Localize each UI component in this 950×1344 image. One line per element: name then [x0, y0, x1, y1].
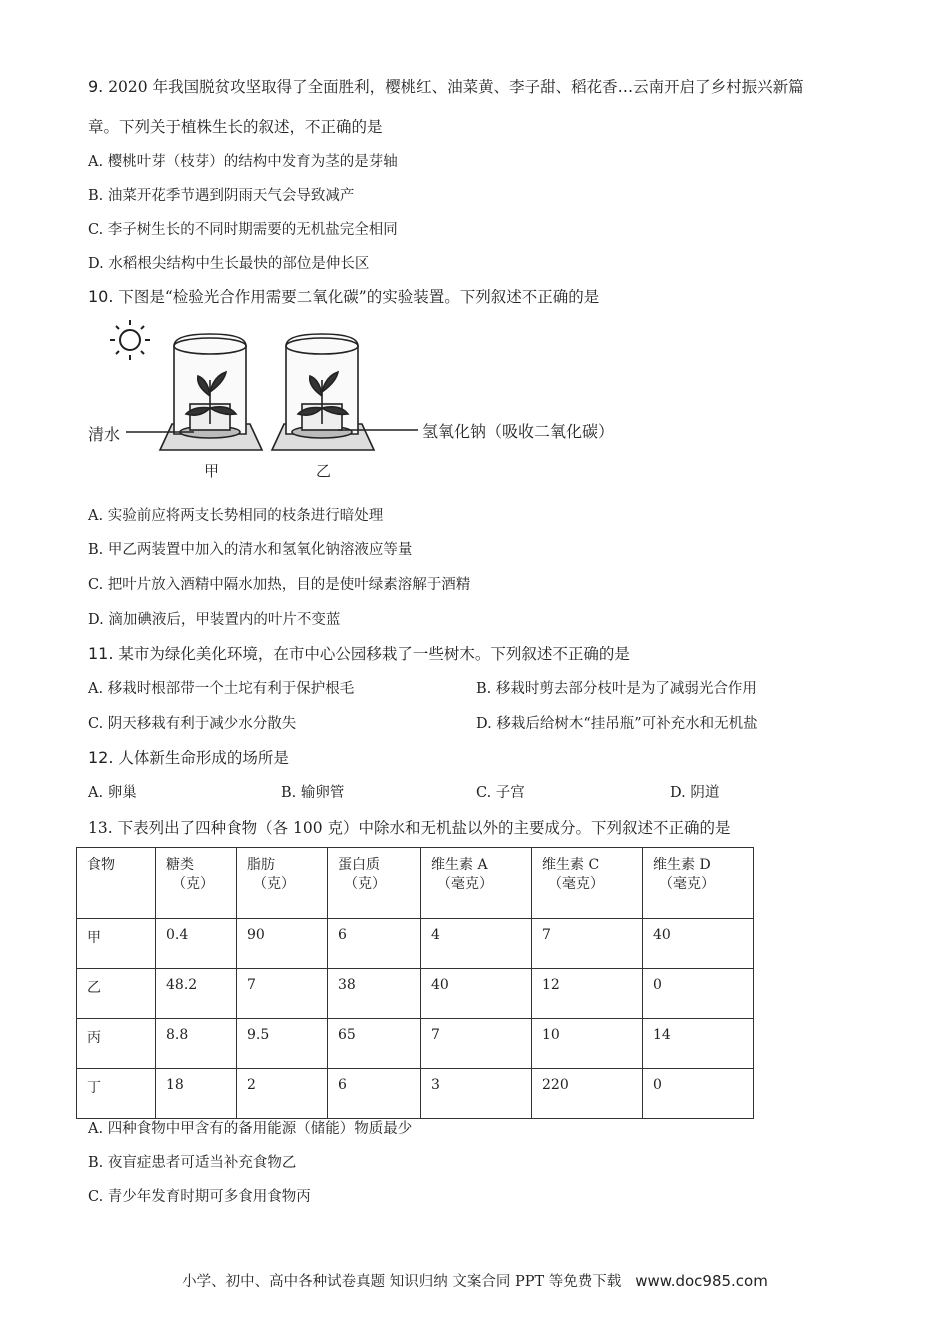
- table-row: [77, 919, 754, 969]
- table-cell: 40: [643, 919, 754, 969]
- header-protein: 蛋白质 （克）: [328, 848, 421, 919]
- q10-stem: [88, 287, 599, 307]
- food-composition-table: [76, 847, 754, 1119]
- q12-stem: [88, 748, 289, 768]
- table-row: [77, 1069, 754, 1119]
- q12-option-a: A. 卵巢: [88, 785, 137, 801]
- table-cell: 65: [328, 1019, 421, 1069]
- header-vitamin-a: 维生素 A （毫克）: [421, 848, 532, 919]
- label-jia: 甲: [204, 462, 220, 480]
- q10-text: 下图是“检验光合作用需要二氧化碳”的实验装置。下列叙述不正确的是: [113, 288, 600, 306]
- table-cell: 6: [328, 919, 421, 969]
- q10-option-b: B. 甲乙两装置中加入的清水和氢氧化钠溶液应等量: [88, 542, 413, 558]
- footer-link[interactable]: www.doc985.com: [635, 1272, 768, 1290]
- q11-stem: [88, 644, 630, 664]
- page-footer: [0, 1270, 950, 1291]
- header-food: 食物: [77, 848, 156, 919]
- q10-option-a: A. 实验前应将两支长势相同的枝条进行暗处理: [88, 508, 384, 524]
- header-vitamin-d: 维生素 D （毫克）: [643, 848, 754, 919]
- q11-option-d: D. 移栽后给树木“挂吊瓶”可补充水和无机盐: [476, 716, 758, 732]
- q9-stem-line2: 章。下列关于植株生长的叙述，不正确的是: [88, 118, 383, 136]
- q9-text-line1: 2020 年我国脱贫攻坚取得了全面胜利，樱桃红、油菜黄、李子甜、稻花香…云南开启了乡村振兴新篇: [103, 78, 804, 96]
- table-cell: 10: [532, 1019, 643, 1069]
- table-header-row: [77, 848, 754, 919]
- header-vitamin-c: 维生素 C （毫克）: [532, 848, 643, 919]
- q12-option-d: D. 阴道: [670, 785, 720, 801]
- sun-icon: [110, 320, 150, 360]
- table-cell: 乙: [77, 969, 156, 1019]
- table-cell: 8.8: [156, 1019, 237, 1069]
- q11-text: 某市为绿化美化环境，在市中心公园移栽了一些树木。下列叙述不正确的是: [113, 645, 630, 663]
- apparatus-yi: [272, 334, 374, 450]
- q13-option-c: C. 青少年发育时期可多食用食物丙: [88, 1189, 311, 1205]
- header-sugar: 糖类 （克）: [156, 848, 237, 919]
- table-cell: 18: [156, 1069, 237, 1119]
- table-cell: 7: [421, 1019, 532, 1069]
- q11-option-c: C. 阴天移栽有利于减少水分散失: [88, 716, 297, 732]
- q9-option-c: C. 李子树生长的不同时期需要的无机盐完全相同: [88, 222, 398, 238]
- q9-option-d: D. 水稻根尖结构中生长最快的部位是伸长区: [88, 256, 370, 272]
- q11-number: 11.: [88, 644, 114, 663]
- table-cell: 0: [643, 1069, 754, 1119]
- q9-option-a: A. 樱桃叶芽（枝芽）的结构中发育为茎的是芽轴: [88, 154, 398, 170]
- table-cell: 0: [643, 969, 754, 1019]
- table-cell: 9.5: [237, 1019, 328, 1069]
- q10-option-d: D. 滴加碘液后，甲装置内的叶片不变蓝: [88, 612, 341, 628]
- q10-option-c: C. 把叶片放入酒精中隔水加热，目的是使叶绿素溶解于酒精: [88, 577, 471, 593]
- label-water: 清水: [88, 425, 121, 444]
- footer-text: 小学、初中、高中各种试卷真题 知识归纳 文案合同 PPT 等免费下载: [182, 1274, 622, 1290]
- q12-option-c: C. 子宫: [476, 785, 525, 801]
- q12-option-b: B. 输卵管: [281, 785, 345, 801]
- table-row: [77, 969, 754, 1019]
- table-cell: 38: [328, 969, 421, 1019]
- table-cell: 12: [532, 969, 643, 1019]
- table-cell: 甲: [77, 919, 156, 969]
- label-yi: 乙: [316, 462, 332, 480]
- table-cell: 丁: [77, 1069, 156, 1119]
- q13-option-a: A. 四种食物中甲含有的备用能源（储能）物质最少: [88, 1121, 413, 1137]
- table-cell: 14: [643, 1019, 754, 1069]
- q13-option-b: B. 夜盲症患者可适当补充食物乙: [88, 1155, 297, 1171]
- table-cell: 220: [532, 1069, 643, 1119]
- table-cell: 7: [237, 969, 328, 1019]
- table-cell: 90: [237, 919, 328, 969]
- table-cell: 6: [328, 1069, 421, 1119]
- table-cell: 2: [237, 1069, 328, 1119]
- q11-option-b: B. 移栽时剪去部分枝叶是为了减弱光合作用: [476, 681, 757, 697]
- table-cell: 40: [421, 969, 532, 1019]
- q13-stem: 13. 下表列出了四种食物（各 100 克）中除水和无机盐以外的主要成分。下列叙述不正确的是: [88, 819, 731, 837]
- experiment-figure: [86, 316, 646, 488]
- q9-number: 9.: [88, 77, 104, 96]
- table-cell: 4: [421, 919, 532, 969]
- table-cell: 7: [532, 919, 643, 969]
- table-row: [77, 1019, 754, 1069]
- q9-option-b: B. 油菜开花季节遇到阴雨天气会导致减产: [88, 188, 355, 204]
- table-cell: 丙: [77, 1019, 156, 1069]
- q11-option-a: A. 移栽时根部带一个土坨有利于保护根毛: [88, 681, 355, 697]
- q12-number: 12.: [88, 748, 114, 767]
- q12-text: 人体新生命形成的场所是: [113, 749, 289, 767]
- table-cell: 48.2: [156, 969, 237, 1019]
- table-cell: 0.4: [156, 919, 237, 969]
- header-fat: 脂肪 （克）: [237, 848, 328, 919]
- table-cell: 3: [421, 1069, 532, 1119]
- label-naoh: 氢氧化钠（吸收二氧化碳）: [422, 422, 615, 441]
- q9-stem-line1: [88, 77, 804, 97]
- q10-number: 10.: [88, 287, 114, 306]
